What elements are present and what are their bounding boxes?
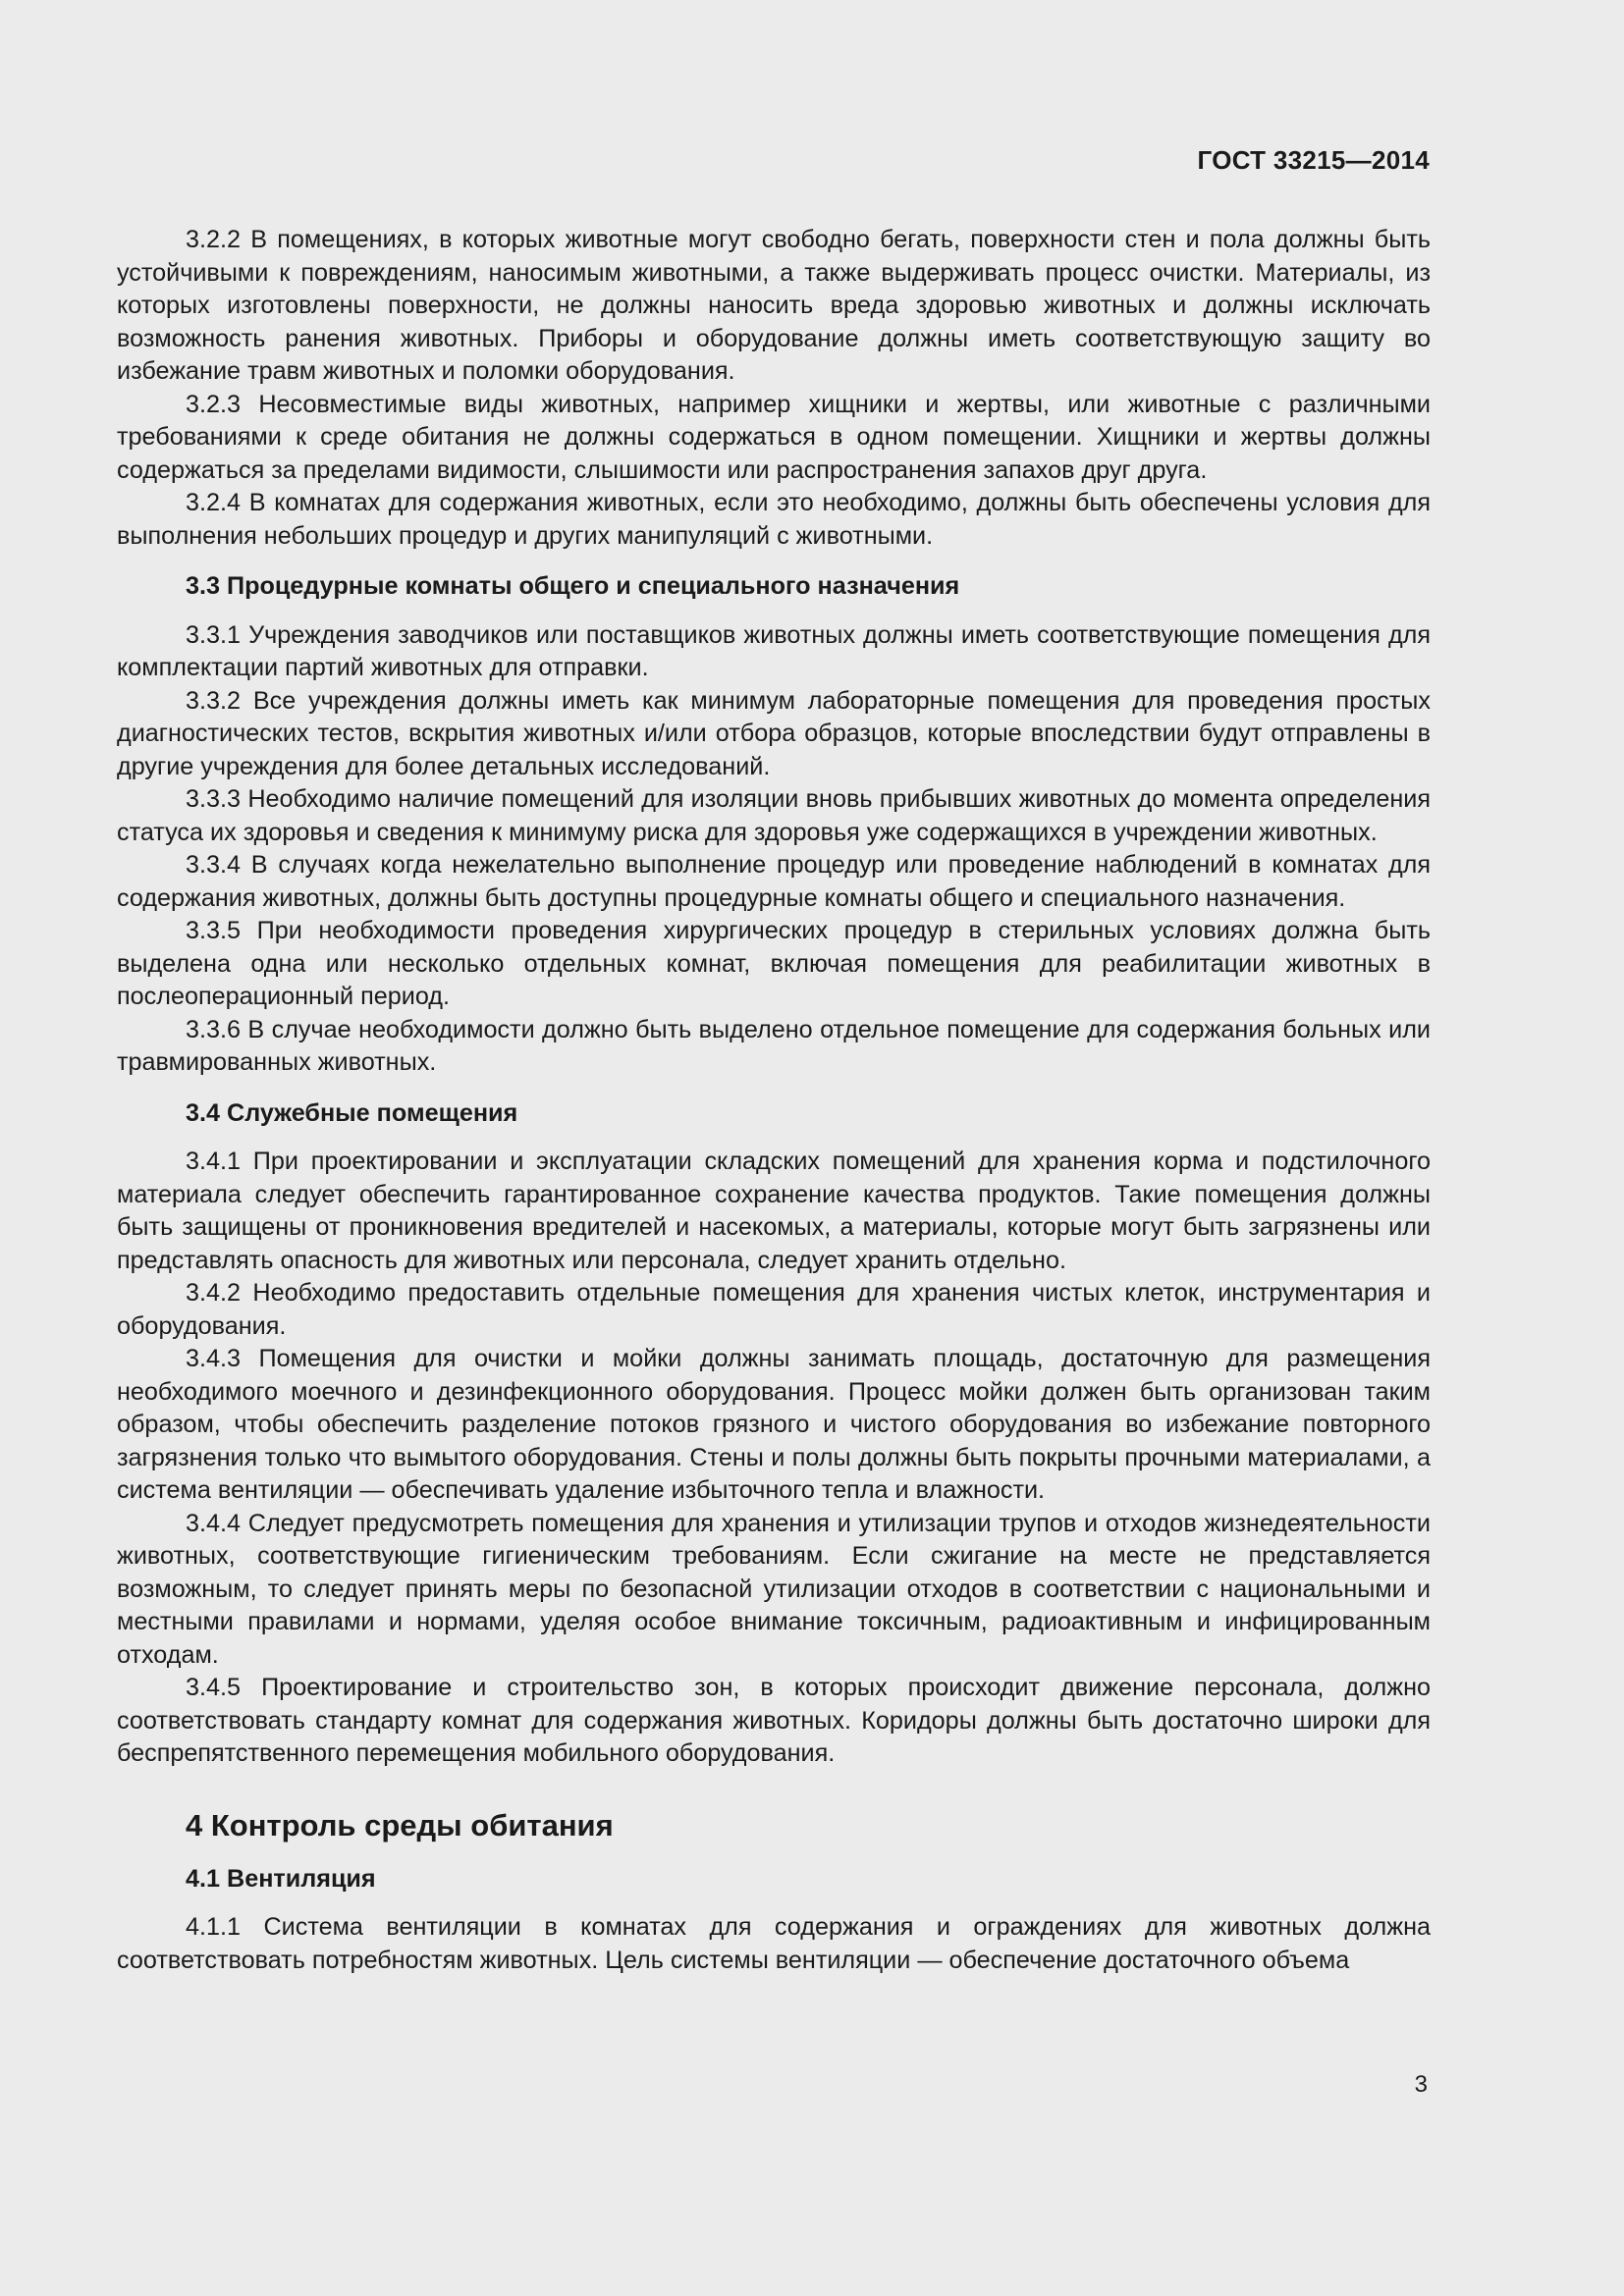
document-header: ГОСТ 33215—2014 — [1197, 145, 1430, 175]
paragraph-3-3-1: 3.3.1 Учреждения заводчиков или поставщиков животных должны иметь соответствующие помещения для комплектации партий животных для отправки. — [117, 620, 1431, 681]
section-heading-3-3: 3.3 Процедурные комнаты общего и специального назначения — [186, 572, 960, 600]
paragraph-3-4-4: 3.4.4 Следует предусмотреть помещения для хранения и утилизации трупов и отходов жизнедеятельности животных, соответствующие гигиеническим требованиям. Если сжигание на месте не представляется возможным, то следует принять меры по безопасной утилизации отходов в соответствии с национальными и местными правилами и нормами, уделяя особое внимание токсичным, радиоактивным и инфицированным отходам. — [117, 1509, 1431, 1669]
paragraph-3-4-1: 3.4.1 При проектировании и эксплуатации складских помещений для хранения корма и подстилочного материала следует обеспечить гарантированное сохранение качества продуктов. Такие помещения должны быть защищены от проникновения вредителей и насекомых, а материалы, которые могут быть загрязнены или представлять опасность для животных или персонала, следует хранить отдельно. — [117, 1148, 1431, 1274]
paragraph-3-3-2: 3.3.2 Все учреждения должны иметь как минимум лабораторные помещения для проведения простых диагностических тестов, вскрытия животных и/или отбора образцов, которые впоследствии будут отправлены в другие учреждения для более детальных исследований. — [117, 686, 1431, 780]
paragraph-3-3-6: 3.3.6 В случае необходимости должно быть выделено отдельное помещение для содержания больных или травмированных животных. — [117, 1015, 1431, 1076]
paragraph-3-3-3: 3.3.3 Необходимо наличие помещений для изоляции вновь прибывших животных до момента определения статуса их здоровья и сведения к минимуму риска для здоровья уже содержащихся в учреждении животных. — [117, 785, 1431, 846]
paragraph-3-2-4: 3.2.4 В комнатах для содержания животных, если это необходимо, должны быть обеспечены условия для выполнения небольших процедур и других манипуляций с животными. — [117, 489, 1431, 550]
chapter-heading-4: 4 Контроль среды обитания — [186, 1807, 614, 1842]
section-heading-4-1: 4.1 Вентиляция — [186, 1864, 376, 1893]
paragraph-3-3-4: 3.3.4 В случаях когда нежелательно выполнение процедур или проведение наблюдений в комнатах для содержания животных, должны быть доступны процедурные комнаты общего и специального назначения. — [117, 851, 1431, 912]
paragraph-3-2-3: 3.2.3 Несовместимые виды животных, например хищники и жертвы, или животные с различными требованиями к среде обитания не должны содержаться в одном помещении. Хищники и жертвы должны содержаться за пределами видимости, слышимости или распространения запахов друг друга. — [117, 390, 1431, 484]
section-heading-3-4: 3.4 Служебные помещения — [186, 1098, 518, 1127]
paragraph-3-2-2: 3.2.2 В помещениях, в которых животные могут свободно бегать, поверхности стен и пола должны быть устойчивыми к повреждениям, наносимым животными, а также выдерживать процесс очистки. Материалы, из которых изготовлены поверхности, не должны наносить вреда здоровью животных и должны исключать возможность ранения животных. Приборы и оборудование должны иметь соответствующую защиту во избежание травм животных и поломки оборудования. — [117, 226, 1431, 385]
paragraph-3-4-3: 3.4.3 Помещения для очистки и мойки должны занимать площадь, достаточную для размещения необходимого моечного и дезинфекционного оборудования. Процесс мойки должен быть организован таким образом, чтобы обеспечить разделение потоков грязного и чистого оборудования во избежание повторного загрязнения только что вымытого оборудования. Стены и полы должны быть покрыты прочными материалами, а система вентиляции — обеспечивать удаление избыточного тепла и влажности. — [117, 1345, 1431, 1504]
paragraph-3-4-2: 3.4.2 Необходимо предоставить отдельные помещения для хранения чистых клеток, инструментария и оборудования. — [117, 1279, 1431, 1340]
paragraph-3-3-5: 3.3.5 При необходимости проведения хирургических процедур в стерильных условиях должна быть выделена одна или несколько отдельных комнат, включая помещения для реабилитации животных в послеоперационный период. — [117, 917, 1431, 1010]
document-body — [117, 224, 1431, 1977]
paragraph-3-4-5: 3.4.5 Проектирование и строительство зон, в которых происходит движение персонала, должно соответствовать стандарту комнат для содержания животных. Коридоры должны быть достаточно широки для беспрепятственного перемещения мобильного оборудования. — [117, 1674, 1431, 1767]
paragraph-4-1-1: 4.1.1 Система вентиляции в комнатах для содержания и ограждениях для животных должна соответствовать потребностям животных. Цель системы вентиляции — обеспечение достаточного объема — [117, 1913, 1431, 1974]
page-number: 3 — [1414, 2071, 1428, 2098]
